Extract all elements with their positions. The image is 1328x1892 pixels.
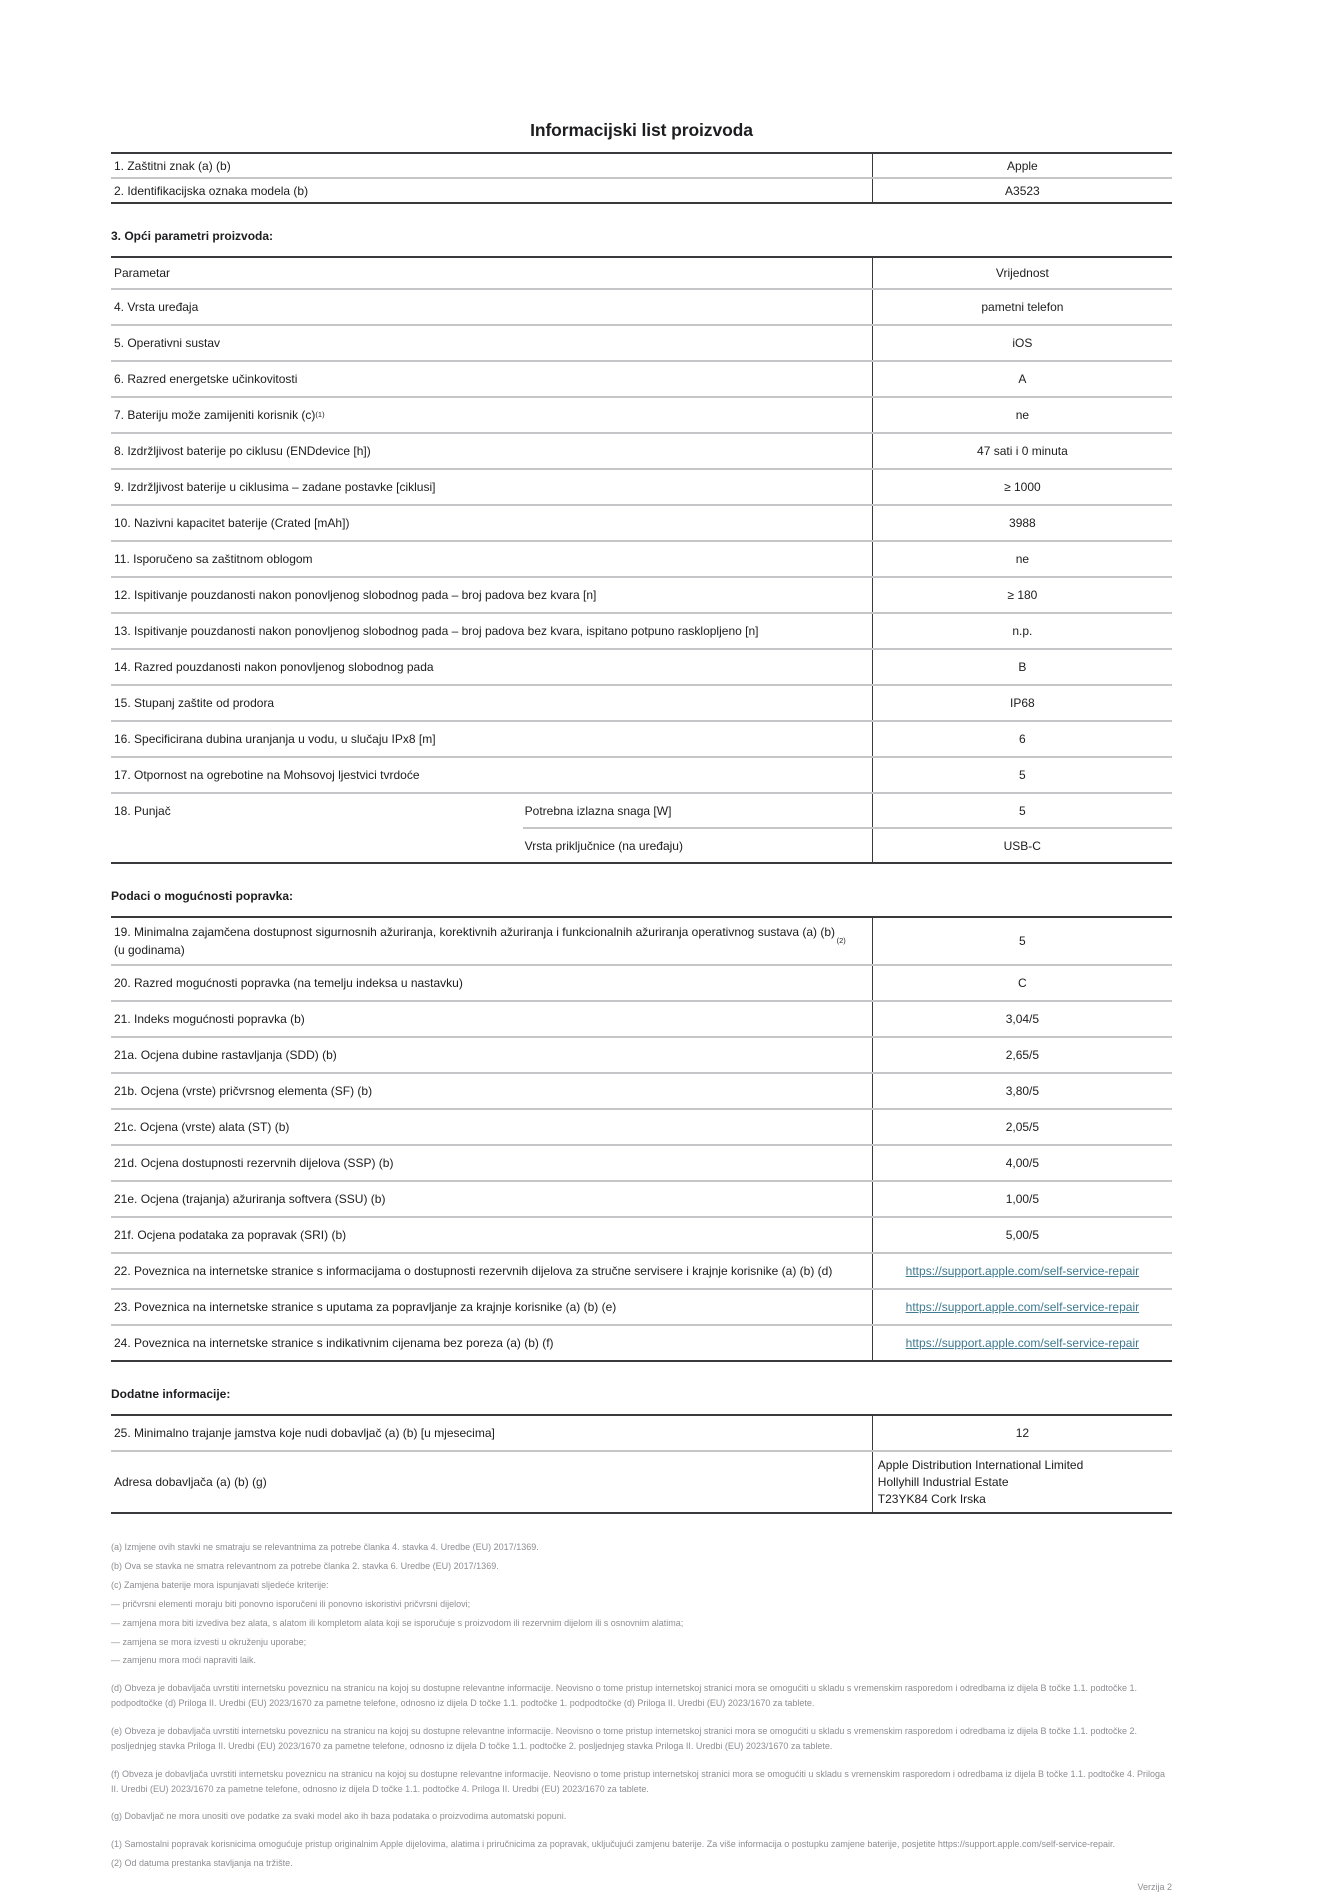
row-label: 12. Ispitivanje pouzdanosti nakon ponovljenog slobodnog pada – broj padova bez kvara [n] — [111, 578, 873, 612]
support-link[interactable]: https://support.apple.com/self-service-repair — [905, 1264, 1140, 1278]
row-label: 8. Izdržljivost baterije po ciklusu (ENDdevice [h]) — [111, 434, 873, 468]
footnote: (e) Obveza je dobavljača uvrstiti internetsku poveznicu na stranicu na kojoj su dostupne relevantne informacije. Neovisno o tome pristup internetskoj stranici mora se omogućiti u skladu s vremenskim rasporedom i odredbama iz dijela B točke 1.1. podtočke 2. posljednjeg stavka Priloga II. Uredbi (EU) 2023/1670 za pametne telefone, odnosno iz dijela D točke 1.1. podtočke 2. posljednjeg stavka Priloga II. Uredbi (EU) 2023/1670 za tablete. — [111, 1725, 1138, 1751]
row-value: Apple — [1007, 158, 1038, 173]
row-label: 23. Poveznica na internetske stranice s uputama za popravljanje za krajnje korisnike (a) (b) (e) — [111, 1290, 873, 1324]
row-value: 5 — [1019, 768, 1026, 782]
row-label: 2. Identifikacijska oznaka modela (b) — [111, 179, 873, 202]
table-row — [111, 1108, 1172, 1144]
support-link[interactable]: https://support.apple.com/self-service-repair — [905, 1336, 1140, 1350]
table-row — [111, 1450, 1172, 1512]
table-row — [111, 177, 1172, 202]
row-label: 5. Operativni sustav — [111, 326, 873, 360]
row-label: Parametar — [111, 258, 873, 288]
row-value: IP68 — [1010, 696, 1035, 710]
row-value: A — [1018, 372, 1027, 386]
footnote: — zamjena mora biti izvediva bez alata, s alatom ili kompletom alata koji se isporučuje s proizvodom ili rezervnim dijelom ili s osnovnim alatima; — [111, 1617, 684, 1628]
table-row — [111, 360, 1172, 396]
row-value: 4,00/5 — [1005, 1156, 1040, 1170]
row-value — [873, 1452, 1172, 1512]
row-value: 2,05/5 — [1005, 1120, 1040, 1134]
sub-row-label: Vrsta priključnice (na uređaju) — [523, 829, 873, 862]
footnote: (a) Izmjene ovih stavki ne smatraju se relevantnima za potrebe članka 4. stavka 4. Uredbe (EU) 2017/1369. — [111, 1542, 539, 1553]
table-row — [111, 684, 1172, 720]
row-value: ≥ 180 — [1007, 588, 1038, 602]
table-row — [111, 396, 1172, 432]
sub-row-label: Potrebna izlazna snaga [W] — [523, 794, 873, 827]
table-row — [111, 468, 1172, 504]
sub-row — [523, 827, 1172, 862]
version-label: Verzija 2 — [1137, 1881, 1172, 1892]
row-label: Adresa dobavljača (a) (b) (g) — [111, 1452, 873, 1512]
row-label: 19. Minimalna zajamčena dostupnost sigurnosnih ažuriranja, korektivnih ažuriranja i funkcionalnih ažuriranja operativnog sustava (a) (b) (u godinama) (2) — [111, 918, 873, 964]
table-row — [111, 1288, 1172, 1324]
row-value: 5 — [1018, 803, 1026, 818]
row-value: 2,65/5 — [1005, 1048, 1040, 1062]
row-value: USB-C — [1003, 838, 1041, 853]
row-label: 17. Otpornost na ogrebotine na Mohsovoj ljestvici tvrdoće — [111, 758, 873, 792]
row-value — [873, 1326, 1172, 1360]
row-label: 14. Razred pouzdanosti nakon ponovljenog slobodnog pada — [111, 650, 873, 684]
table-row — [111, 720, 1172, 756]
row-label: 11. Isporučeno sa zaštitnom oblogom — [111, 542, 873, 576]
row-value: 6 — [1019, 732, 1026, 746]
table-row — [111, 1000, 1172, 1036]
table-row — [111, 1036, 1172, 1072]
footnote: — zamjenu mora moći napraviti laik. — [111, 1655, 257, 1666]
row-label: 15. Stupanj zaštite od prodora — [111, 686, 873, 720]
row-label: 13. Ispitivanje pouzdanosti nakon ponovljenog slobodnog pada – broj padova bez kvara, ispitano potpuno rasklopljeno [n] — [111, 614, 873, 648]
row-value: A3523 — [1005, 183, 1040, 198]
row-label: 21. Indeks mogućnosti popravka (b) — [111, 1002, 873, 1036]
row-value: 5,00/5 — [1005, 1228, 1040, 1242]
row-value: 3988 — [1009, 516, 1036, 530]
footnote: (g) Dobavljač ne mora unositi ove podatke za svaki model ako ih baza podataka o proizvodima automatski popuni. — [111, 1811, 567, 1822]
row-label: 22. Poveznica na internetske stranice s informacijama o dostupnosti rezervnih dijelova za stručne servisere i krajnje korisnike (a) (b) (d) — [111, 1254, 873, 1288]
table-row — [111, 540, 1172, 576]
row-value: C — [1018, 976, 1027, 990]
table-row — [111, 154, 1172, 177]
row-label: 21c. Ocjena (vrste) alata (ST) (b) — [111, 1110, 873, 1144]
row-value: B — [1018, 660, 1027, 674]
table-row — [111, 1324, 1172, 1360]
address-line: T23YK84 Cork Irska — [877, 1491, 986, 1506]
table-row — [111, 504, 1172, 540]
table-row — [111, 288, 1172, 324]
footnote: (c) Zamjena baterije mora ispunjavati sljedeće kriterije: — [111, 1580, 329, 1591]
row-label: 25. Minimalno trajanje jamstva koje nudi dobavljač (a) (b) [u mjesecima] — [111, 1416, 873, 1450]
split-sub-rows — [523, 794, 1172, 862]
row-label: 4. Vrsta uređaja — [111, 290, 873, 324]
table-row — [111, 648, 1172, 684]
table-row — [111, 964, 1172, 1000]
table-row — [111, 612, 1172, 648]
table-row — [111, 1216, 1172, 1252]
address-line: Hollyhill Industrial Estate — [877, 1474, 1009, 1489]
footnotes — [111, 1540, 1172, 1871]
row-value: 3,80/5 — [1005, 1084, 1040, 1098]
sub-row — [523, 794, 1172, 827]
footnote: (f) Obveza je dobavljača uvrstiti internetsku poveznicu na stranicu na kojoj su dostupne relevantne informacije. Neovisno o tome pristup internetskoj stranici mora se omogućiti u skladu s vremenskim rasporedom i odredbama iz dijela B točke 1.1. podtočke 4. Priloga II. Uredbi (EU) 2023/1670 za pametne telefone, odnosno iz dijela D točke 1.1. podtočke 4. Priloga II. Uredbi (EU) 2023/1670 za tablete. — [111, 1768, 1166, 1794]
table-row — [111, 1180, 1172, 1216]
row-value: 1,00/5 — [1005, 1192, 1040, 1206]
footnote: (2) Od datuma prestanka stavljanja na tržište. — [111, 1858, 293, 1869]
row-label: 16. Specificirana dubina uranjanja u vodu, u slučaju IPx8 [m] — [111, 722, 873, 756]
row-value: pametni telefon — [981, 300, 1064, 314]
row-label: 21b. Ocjena (vrste) pričvrsnog elementa (SF) (b) — [111, 1074, 873, 1108]
footnote: — zamjena se mora izvesti u okruženju uporabe; — [111, 1636, 307, 1647]
table-row — [111, 324, 1172, 360]
row-label: 10. Nazivni kapacitet baterije (Crated [mAh]) — [111, 506, 873, 540]
table-row — [111, 792, 1172, 862]
row-value: n.p. — [1012, 624, 1033, 638]
row-value: ≥ 1000 — [1004, 480, 1041, 494]
row-value: Vrijednost — [995, 266, 1049, 280]
table-row — [111, 1144, 1172, 1180]
section-heading-additional: Dodatne informacije: — [111, 1387, 231, 1401]
footnote: (d) Obveza je dobavljača uvrstiti internetsku poveznicu na stranicu na kojoj su dostupne relevantne informacije. Neovisno o tome pristup internetskoj stranici mora se omogućiti u skladu s vremenskim rasporedom i odredbama iz dijela B točke 1.1. podtočke 1. podpodtočke (d) Priloga II. Uredbi (EU) 2023/1670 za pametne telefone, odnosno iz dijela D točke 1.1. podtočke 1. podpodtočke (d) Priloga II. Uredbi (EU) 2023/1670 za tablete. — [111, 1683, 1138, 1709]
identification-table — [111, 152, 1172, 204]
row-value: 47 sati i 0 minuta — [977, 444, 1068, 458]
row-label: 21f. Ocjena podataka za popravak (SRI) (b) — [111, 1218, 873, 1252]
additional-info-table — [111, 1414, 1172, 1514]
row-value: ne — [1015, 408, 1030, 422]
table-row — [111, 918, 1172, 964]
table-row — [111, 1416, 1172, 1450]
row-value — [873, 1254, 1172, 1288]
row-value: ne — [1015, 552, 1030, 566]
row-label: 1. Zaštitni znak (a) (b) — [111, 154, 873, 177]
section-heading-repair: Podaci o mogućnosti popravka: — [111, 889, 294, 903]
table-row — [111, 1072, 1172, 1108]
section-heading-general: 3. Opći parametri proizvoda: — [111, 229, 274, 243]
table-row — [111, 576, 1172, 612]
support-link[interactable]: https://support.apple.com/self-service-repair — [905, 1300, 1140, 1314]
footnote: — pričvrsni elementi moraju biti ponovno isporučeni ili ponovno iskoristivi pričvrsni dijelovi; — [111, 1598, 471, 1609]
row-value: 5 — [1019, 934, 1026, 948]
row-label: 21d. Ocjena dostupnosti rezervnih dijelova (SSP) (b) — [111, 1146, 873, 1180]
row-label: 21a. Ocjena dubine rastavljanja (SDD) (b) — [111, 1038, 873, 1072]
page-title: Informacijski list proizvoda — [530, 120, 753, 140]
row-value: 3,04/5 — [1005, 1012, 1040, 1026]
repairability-table — [111, 916, 1172, 1362]
table-row — [111, 756, 1172, 792]
row-value — [873, 1290, 1172, 1324]
row-label: 7. Bateriju može zamijeniti korisnik (c) (1) — [111, 398, 873, 432]
table-row — [111, 1252, 1172, 1288]
general-parameters-table — [111, 256, 1172, 864]
row-label: 6. Razred energetske učinkovitosti — [111, 362, 873, 396]
row-value: 12 — [1015, 1426, 1030, 1440]
row-label: 9. Izdržljivost baterije u ciklusima – zadane postavke [ciklusi] — [111, 470, 873, 504]
table-header-row — [111, 258, 1172, 288]
row-label: 20. Razred mogućnosti popravka (na temelju indeksa u nastavku) — [111, 966, 873, 1000]
row-label: 24. Poveznica na internetske stranice s indikativnim cijenama bez poreza (a) (b) (f) — [111, 1326, 873, 1360]
row-label: 21e. Ocjena (trajanja) ažuriranja softvera (SSU) (b) — [111, 1182, 873, 1216]
table-row — [111, 432, 1172, 468]
row-value: iOS — [1012, 336, 1033, 350]
address-line: Apple Distribution International Limited — [877, 1458, 1084, 1472]
footnote: (b) Ova se stavka ne smatra relevantnom za potrebe članka 2. stavka 6. Uredbe (EU) 2017/1369. — [111, 1561, 499, 1572]
row-label: 18. Punjač — [114, 804, 171, 818]
footnote: (1) Samostalni popravak korisnicima omogućuje pristup originalnim Apple dijelovima, alatima i priručnicima za popravak, uključujući zamjenu baterije. Za više informacija o postupku zamjene baterije, posjetite https://support.apple.com/self-service-repair. — [111, 1839, 1115, 1850]
